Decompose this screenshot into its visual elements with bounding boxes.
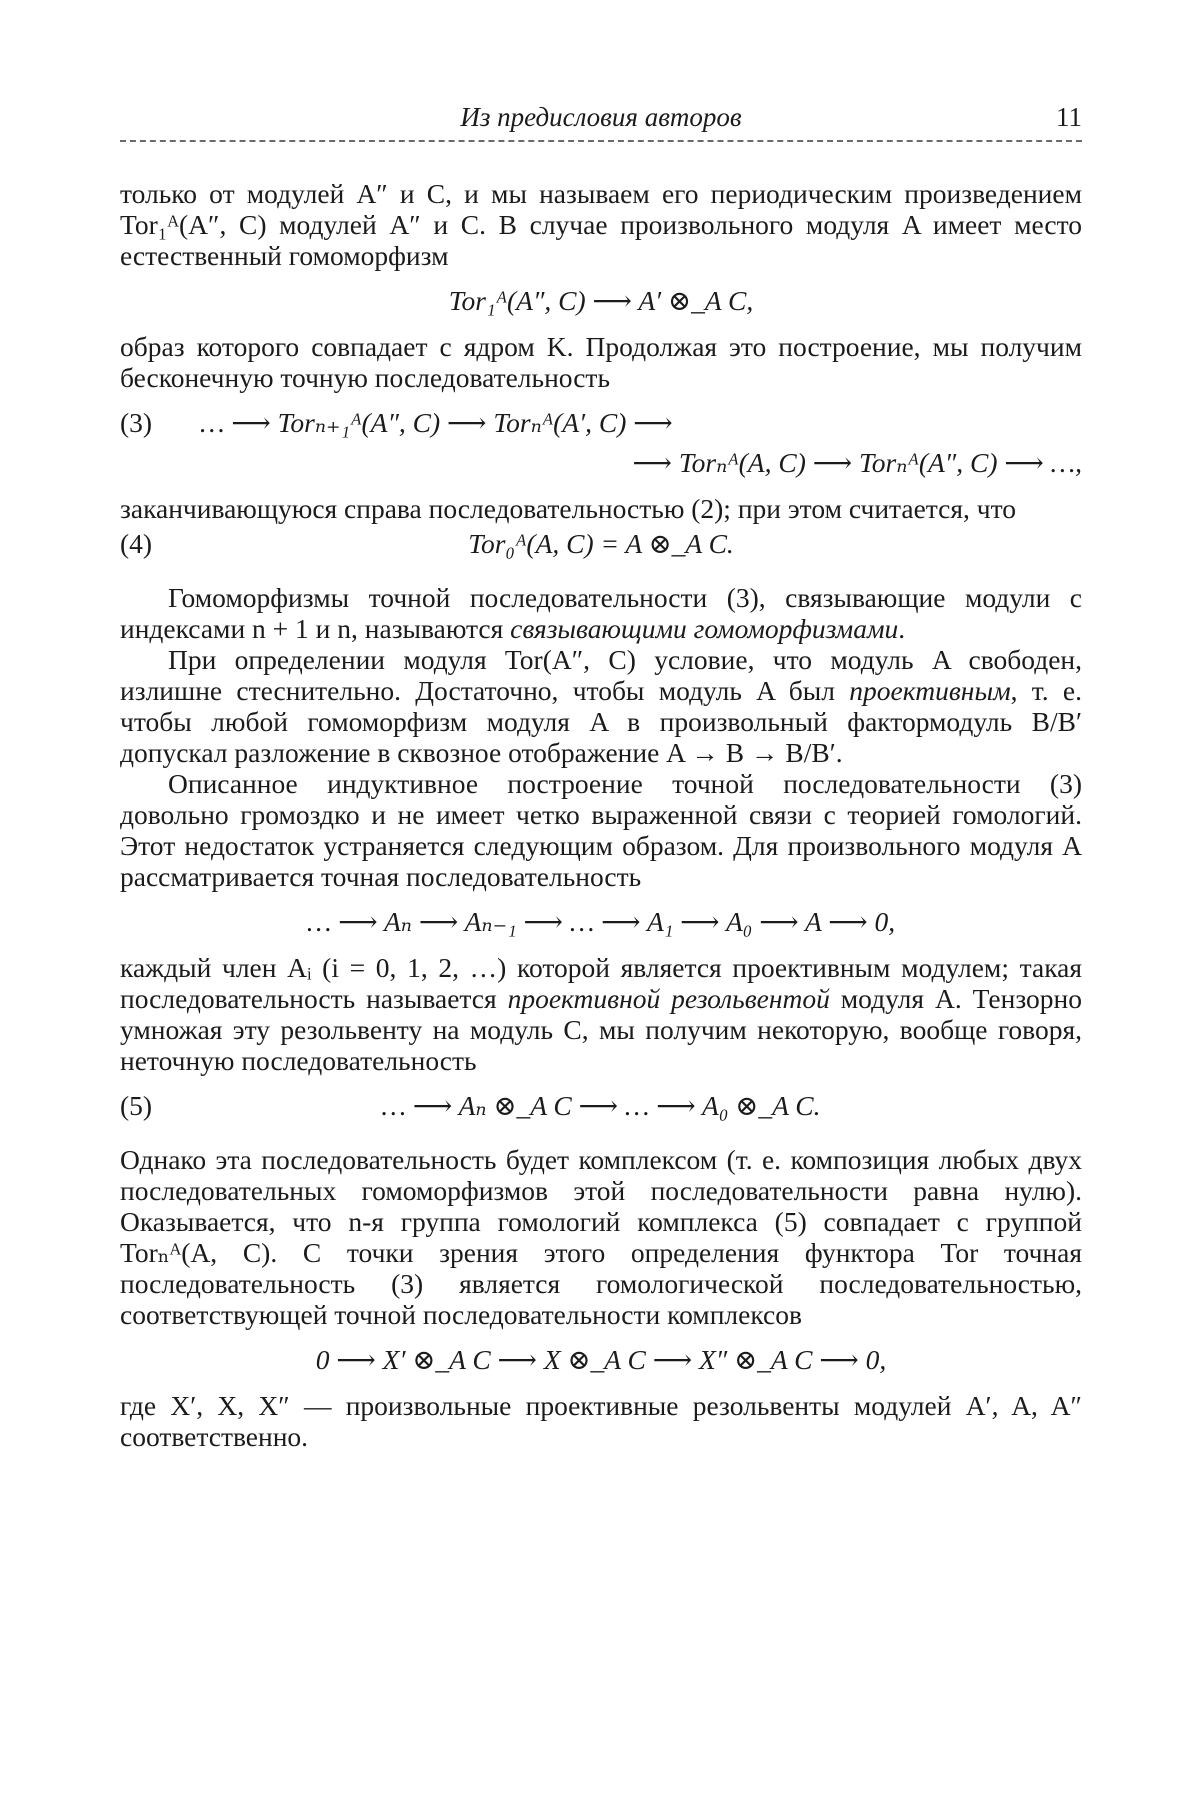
paragraph-8: Однако эта последовательность будет комплексом (т. е. композиция любых двух последовательных гомоморфизмов этой последовательности равна нулю). Оказывается, что n-я группа гомологий комплекса (5) совпадает с группой Torₙᴬ(A, C). С точки зрения этого определения функтора Tor точная последовательность (3) является гомологической последовательностью, соответствующей точной последовательности комплексов <box>120 1144 1082 1330</box>
equation-4-number: (4) <box>120 528 153 559</box>
paragraph-4 <box>120 582 1082 644</box>
equation-4 <box>120 524 1082 564</box>
paragraph-4-end: . <box>898 613 906 644</box>
equation-resolution <box>120 902 1082 942</box>
equation-5-text: … ⟶ Aₙ ⊗_A C ⟶ … ⟶ A₀ ⊗_A C. <box>381 1090 821 1121</box>
paragraph-9: где X′, X, X″ — произвольные проективные резольвенты модулей A′, A, A″ соответственно. <box>120 1390 1082 1452</box>
equation-3-line-2 <box>120 443 1082 483</box>
paragraph-2: образ которого совпадает с ядром K. Продолжая это построение, мы получим бесконечную точную последовательность <box>120 331 1082 393</box>
header-rule <box>120 140 1082 142</box>
equation-3-number: (3) <box>120 407 153 438</box>
equation-3-line-1-text: … ⟶ Torₙ₊₁ᴬ(A″, C) ⟶ Torₙᴬ(A′, C) ⟶ <box>200 407 673 438</box>
term-projective: проективным <box>849 675 1011 706</box>
paragraph-6: Описанное индуктивное построение точной последовательности (3) довольно громоздко и не имеет четко выраженной связи с теорией гомологий. Этот недостаток устраняется следующим образом. Для произвольного модуля A рассматривается точная последовательность <box>120 768 1082 892</box>
paragraph-1: только от модулей A″ и C, и мы называем его периодическим произведением Tor₁ᴬ(A″, C) модулей A″ и C. В случае произвольного модуля A имеет место естественный гомоморфизм <box>120 178 1082 271</box>
paragraph-5-after: , т. е. чтобы любой гомоморфизм модуля A в произвольный фактормодуль B/B′ допускал разложение в сквозное отображение A → B → B/B′. <box>120 675 1082 768</box>
equation-complex-text: 0 ⟶ X′ ⊗_A C ⟶ X ⊗_A C ⟶ X″ ⊗_A C ⟶ 0, <box>315 1344 887 1375</box>
equation-resolution-text: … ⟶ Aₙ ⟶ Aₙ₋₁ ⟶ … ⟶ A₁ ⟶ A₀ ⟶ A ⟶ 0, <box>306 906 896 937</box>
paragraph-4-text: Гомоморфизмы точной последовательности (3), связывающие модули с индексами n + 1 и n, называются <box>120 582 1082 644</box>
paragraph-5 <box>120 644 1082 768</box>
equation-3-line-2-text: ⟶ Torₙᴬ(A, C) ⟶ Torₙᴬ(A″, C) ⟶ …, <box>632 447 1082 478</box>
paragraph-7-after: модуля A. Тензорно умножая эту резольвенту на модуль C, мы получим некоторую, вообще говоря, неточную последовательность <box>120 983 1082 1076</box>
page-number: 11 <box>1056 102 1082 132</box>
equation-morphism <box>120 281 1082 321</box>
paragraph-3: заканчивающуюся справа последовательностью (2); при этом считается, что <box>120 493 1017 524</box>
equation-morphism-text: Tor₁ᴬ(A″, C) ⟶ A′ ⊗_A C, <box>448 285 754 316</box>
equation-complex <box>120 1340 1082 1380</box>
term-connecting-homomorphisms: связывающими гомоморфизмами <box>510 613 899 644</box>
equation-5-number: (5) <box>120 1090 153 1121</box>
paragraph-5-before: При определении модуля Tor(A″, C) условие, что модуль A свободен, излишне стеснительно. Достаточно, чтобы модуль A был <box>120 644 1082 706</box>
equation-3-line-1 <box>120 403 1082 443</box>
running-title: Из предисловия авторов <box>460 102 742 132</box>
equation-5 <box>120 1086 1082 1126</box>
page-body <box>120 178 1082 1452</box>
paragraph-7-before: каждый член Aᵢ (i = 0, 1, 2, …) которой является проективным модулем; такая последовательность называется <box>120 952 1082 1014</box>
term-projective-resolution: проективной резольвентой <box>507 983 830 1014</box>
page-header <box>120 102 1082 138</box>
equation-4-text: Tor₀ᴬ(A, C) = A ⊗_A C. <box>468 528 734 559</box>
paragraph-7 <box>120 952 1082 1076</box>
